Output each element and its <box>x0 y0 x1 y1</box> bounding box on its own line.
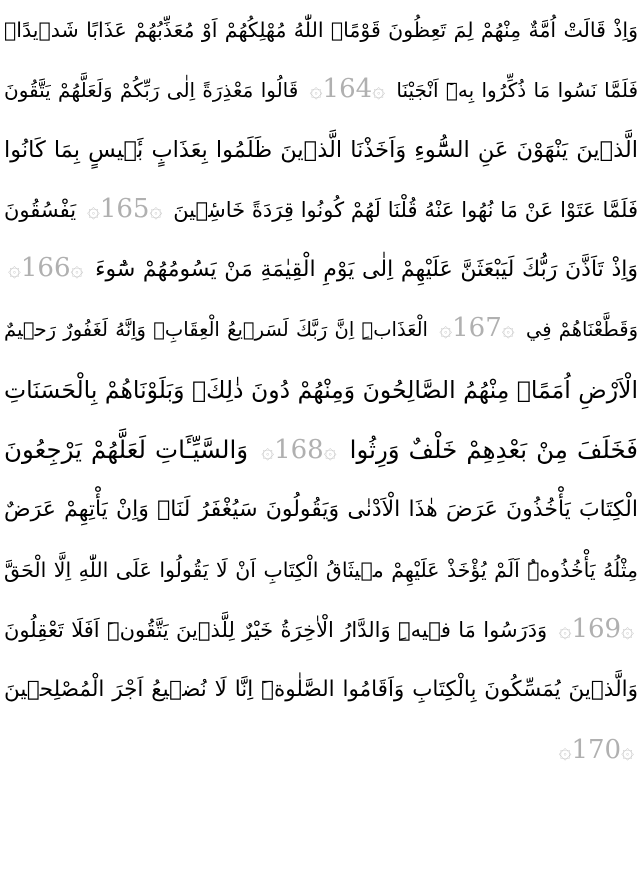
verse-line <box>4 180 638 240</box>
ayah-number-marker: ۞166۞ <box>8 253 84 283</box>
verse-text: الْعَذَابِۜ اِنَّ رَبَّكَ لَسَر۪يعُ الْعِقَابِۚ وَاِنَّهُ لَغَفُورٌ رَح۪يمٌ <box>4 318 428 341</box>
verse-text: فَخَلَفَ مِنْ بَعْدِهِمْ خَلْفٌ وَرِثُوا <box>349 435 638 464</box>
verse-line <box>4 420 638 480</box>
verse-line <box>4 0 638 60</box>
verse-text: فَلَمَّا نَسُوا مَا ذُكِّرُوا بِه۪ٓ اَنْجَيْنَا <box>396 78 638 102</box>
verse-text: وَالسَّيِّـَٔاتِ لَعَلَّهُمْ يَرْجِعُونَ <box>4 435 249 464</box>
verse-text: الْكِتَابَ يَأْخُذُونَ عَرَضَ هٰذَا الْاَدْنٰى وَيَقُولُونَ سَيُغْفَرُ لَنَاۚ وَاِنْ يَأْتِهِمْ عَرَضٌ <box>4 497 638 522</box>
verse-line <box>4 300 638 360</box>
verse-line <box>4 120 638 180</box>
verse-line <box>4 600 638 660</box>
verse-line <box>4 60 638 120</box>
ayah-number-marker: ۞167۞ <box>439 313 515 343</box>
verse-line <box>4 240 638 300</box>
verse-text: مِثْلُهُ يَأْخُذُوهُۜ اَلَمْ يُؤْخَذْ عَلَيْهِمْ م۪يثَاقُ الْكِتَابِ اَنْ لَا يَقُولُوا عَلَى اللّٰهِ اِلَّا الْحَقَّ <box>4 558 638 582</box>
ayah-number-marker: ۞169۞ <box>558 614 634 644</box>
verse-line <box>4 480 638 540</box>
verse-text: الَّذ۪ينَ يَنْهَوْنَ عَنِ السُّٓوءِ وَاَخَذْنَا الَّذ۪ينَ ظَلَمُوا بِعَذَابٍ بَ۪ٔيسٍ بِمَا كَانُوا <box>4 137 638 163</box>
verse-text: قَالُوا مَعْذِرَةً اِلٰى رَبِّكُمْ وَلَعَلَّهُمْ يَتَّقُونَ <box>4 78 299 102</box>
verse-text: وَاِذْ تَاَذَّنَ رَبُّكَ لَيَبْعَثَنَّ عَلَيْهِمْ اِلٰى يَوْمِ الْقِيٰمَةِ مَنْ يَسُومُهُمْ سُٓوءَ <box>95 257 638 282</box>
verse-text: وَالَّذ۪ينَ يُمَسِّكُونَ بِالْكِتَابِ وَاَقَامُوا الصَّلٰوةَۜ اِنَّا لَا نُض۪يعُ اَجْرَ الْمُصْلِح۪ينَ <box>4 677 638 702</box>
ayah-number-marker: ۞170۞ <box>558 735 634 765</box>
verse-text: الْاَرْضِ اُمَمًاۚ مِنْهُمُ الصَّالِحُونَ وَمِنْهُمْ دُونَ ذٰلِكَۘ وَبَلَوْنَاهُمْ بِالْحَسَنَاتِ <box>4 376 638 404</box>
verse-line <box>4 720 638 780</box>
verse-line <box>4 360 638 420</box>
ayah-number-marker: ۞165۞ <box>86 194 163 224</box>
verse-text: وَدَرَسُوا مَا ف۪يهِۜ وَالدَّارُ الْاٰخِرَةُ خَيْرٌ لِلَّذ۪ينَ يَتَّقُونَۜ اَفَلَا تَعْقِلُونَ <box>4 618 548 642</box>
verse-line <box>4 540 638 600</box>
verse-text: يَفْسُقُونَ <box>4 198 77 222</box>
ayah-number-marker: ۞164۞ <box>309 74 386 104</box>
verse-text: وَقَطَّعْنَاهُمْ فِي <box>525 318 638 341</box>
ayah-number-marker: ۞168۞ <box>261 435 337 465</box>
verse-text: وَاِذْ قَالَتْ اُمَّةٌ مِنْهُمْ لِمَ تَعِظُونَ قَوْمًاۙ اللّٰهُ مُهْلِكُهُمْ اَوْ مُعَذِّبُهُمْ عَذَابًا شَد۪يدًاۜ <box>4 18 638 42</box>
verse-text: فَلَمَّا عَتَوْا عَنْ مَا نُهُوا عَنْهُ قُلْنَا لَهُمْ كُونُوا قِرَدَةً خَاسِ۪ٔينَ <box>173 198 638 222</box>
verse-line <box>4 660 638 720</box>
